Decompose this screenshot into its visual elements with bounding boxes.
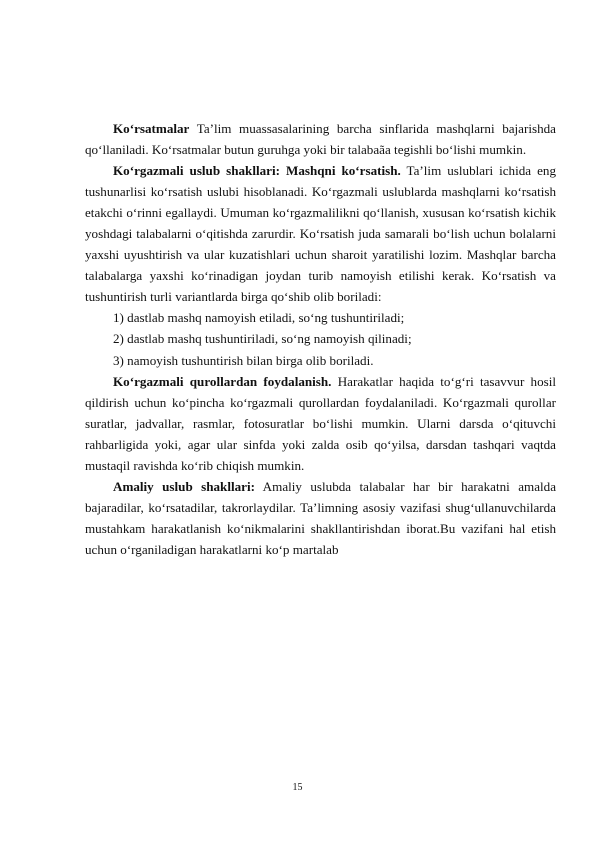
paragraph-practical-method	[85, 476, 556, 560]
list-item: 3) namoyish tushuntirish bilan birga olib boriladi.	[113, 352, 374, 368]
paragraph-text: Amaliy uslubda talabalar har bir harakatni amalda bajaradilar, ko‘rsatadilar, takrorlaydilar. Ta’limning asosiy vazifasi shug‘ullanuvchilarda mustahkam harakatlanish ko‘nikmalarini shakllantirishdan iborat.Bu vazifani hal etish uchun o‘rganiladigan harakatlarni ko‘p martalab	[85, 478, 557, 557]
paragraph-visual-aids	[85, 371, 556, 476]
page-number: 15	[292, 782, 303, 793]
paragraph-text: Ta’lim uslublari ichida eng tushunarlisi ko‘rsatish uslubi hisoblanadi. Ko‘rgazmali uslublarda mashqlarni ko‘rsatish etakchi o‘rinni egallaydi. Umuman ko‘rgazmalilikni qo‘llanish, xususan ko‘rsatish kichik yoshdagi talabalarni o‘qitishda zarurdir. Ko‘rsatish juda samarali bo‘lish uchun bolalarni yaxshi uyushtirish va ular kuzatishlari uchun sharoit yaratilishi lozim. Mashqlar barcha talabalarga yaxshi ko‘rinadigan joydan turib namoyish etilishi kerak. Ko‘rsatish va tushuntirish turli variantlarda birga qo‘shib olib boriladi:	[85, 163, 556, 305]
paragraph-text: Ta’lim muassasalarining barcha sinflarida mashqlarni bajarishda qo‘llaniladi. Ko‘rsatmalar butun guruhga yoki bir talabaãa tegishli bo‘lishi mumkin.	[85, 121, 556, 158]
paragraph-heading: Ko‘rgazmali qurollardan foydalanish.	[113, 373, 332, 389]
paragraph-heading: Ko‘rgazmali uslub shakllari: Mashqni ko‘rsatish.	[113, 163, 401, 179]
paragraph-heading: Amaliy uslub shakllari:	[113, 478, 255, 494]
paragraph-heading: Ko‘rsatmalar	[113, 121, 190, 136]
paragraph-text: Harakatlar haqida to‘g‘ri tasavvur hosil qildirish uchun ko‘pincha ko‘rgazmali qurollardan foydalaniladi. Ko‘rgazmali qurollar suratlar, jadvallar, rasmlar, fotosuratlar bo‘lishi mumkin. Ularni darsda o‘qituvchi rahbarligida yoki, agar ular sinfda yoki zalda osib qo‘yilsa, darsdan tashqari vaqtda mustaqil ravishda ko‘rib chiqish mumkin.	[85, 373, 556, 473]
list-item: 1) dastlab mashq namoyish etiladi, so‘ng tushuntiriladi;	[113, 310, 405, 326]
document-page	[85, 118, 556, 560]
paragraph-instructions	[85, 118, 556, 160]
paragraph-demonstration	[85, 160, 556, 307]
list-item: 2) dastlab mashq tushuntiriladi, so‘ng namoyish qilinadi;	[113, 331, 412, 347]
